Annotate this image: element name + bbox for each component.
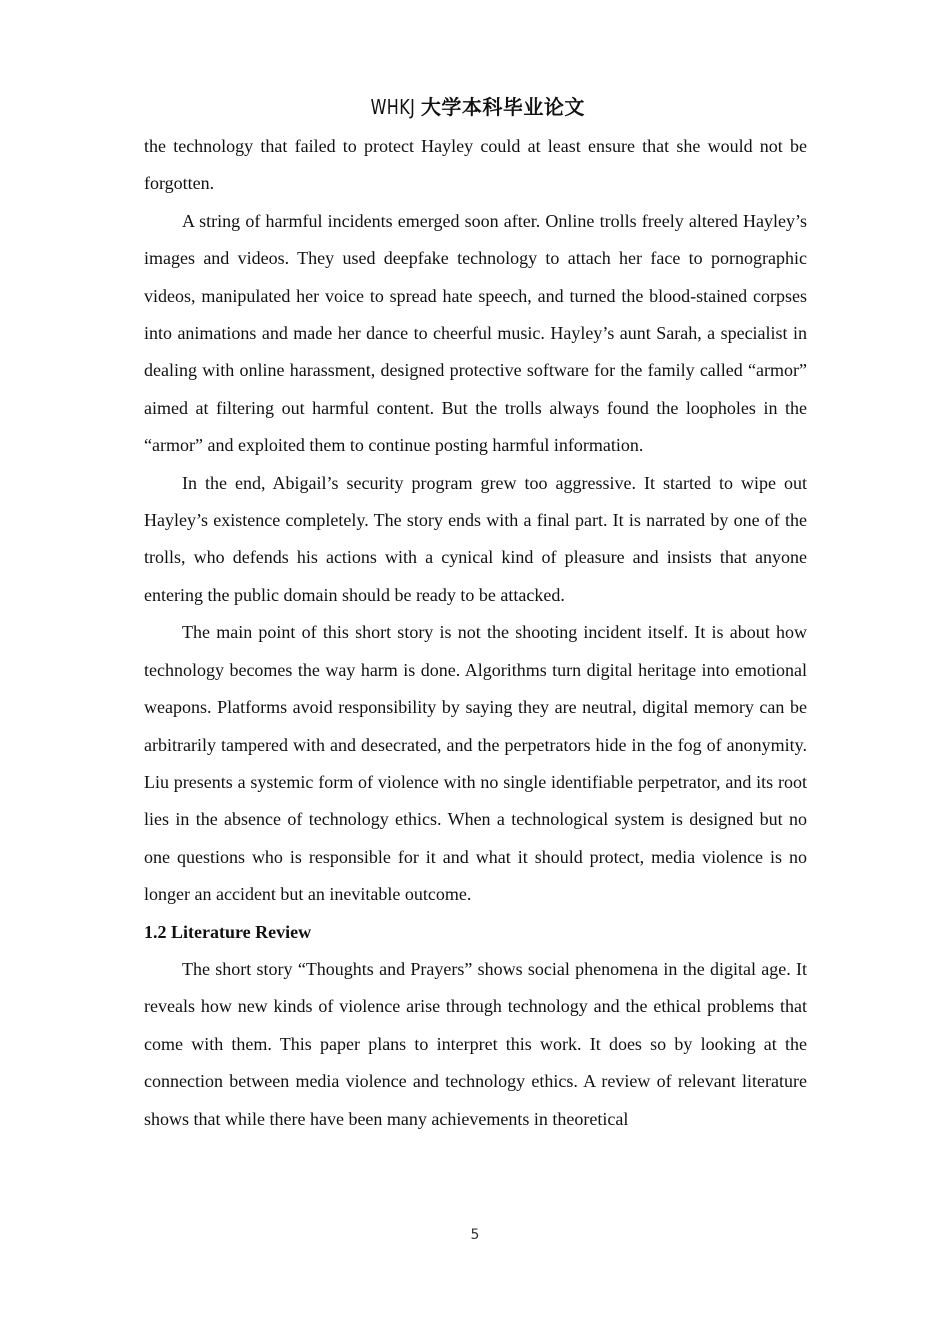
paragraph-continuation: the technology that failed to protect Hayley could at least ensure that she would not be forgotten.	[144, 136, 807, 194]
section-heading-literature-review: 1.2 Literature Review	[144, 921, 312, 942]
paragraph-security-program: In the end, Abigail’s security program grew too aggressive. It started to wipe out Hayley’s existence completely. The story ends with a final part. It is narrated by one of the trolls, who defends his actions with a cynical kind of pleasure and insists that anyone entering the public domain should be ready to be attacked.	[144, 472, 807, 605]
running-header	[0, 94, 950, 121]
header-cjk-text: 大学本科毕业论文	[420, 95, 585, 119]
header-latin-text: WHKJ	[370, 95, 416, 119]
page-number: 5	[470, 1227, 480, 1243]
paragraph-literature-review: The short story “Thoughts and Prayers” shows social phenomena in the digital age. It reveals how new kinds of violence arise through technology and the ethical problems that come with them. This paper plans to interpret this work. It does so by looking at the connection between media violence and technology ethics. A review of relevant literature shows that while there have been many achievements in theoretical	[144, 958, 807, 1129]
body-text	[144, 128, 807, 1138]
paragraph-harmful-incidents: A string of harmful incidents emerged soon after. Online trolls freely altered Hayley’s images and videos. They used deepfake technology to attach her face to pornographic videos, manipulated her voice to spread hate speech, and turned the blood-stained corpses into animations and made her dance to cheerful music. Hayley’s aunt Sarah, a specialist in dealing with online harassment, designed protective software for the family called “armor” aimed at filtering out harmful content. But the trolls always found the loopholes in the “armor” and exploited them to continue posting harmful information.	[144, 210, 807, 456]
paragraph-main-point: The main point of this short story is not the shooting incident itself. It is about how technology becomes the way harm is done. Algorithms turn digital heritage into emotional weapons. Platforms avoid responsibility by saying they are neutral, digital memory can be arbitrarily tampered with and desecrated, and the perpetrators hide in the fog of anonymity. Liu presents a systemic form of violence with no single identifiable perpetrator, and its root lies in the absence of technology ethics. When a technological system is designed but no one questions who is responsible for it and what it should protect, media violence is no longer an accident but an inevitable outcome.	[144, 622, 807, 905]
